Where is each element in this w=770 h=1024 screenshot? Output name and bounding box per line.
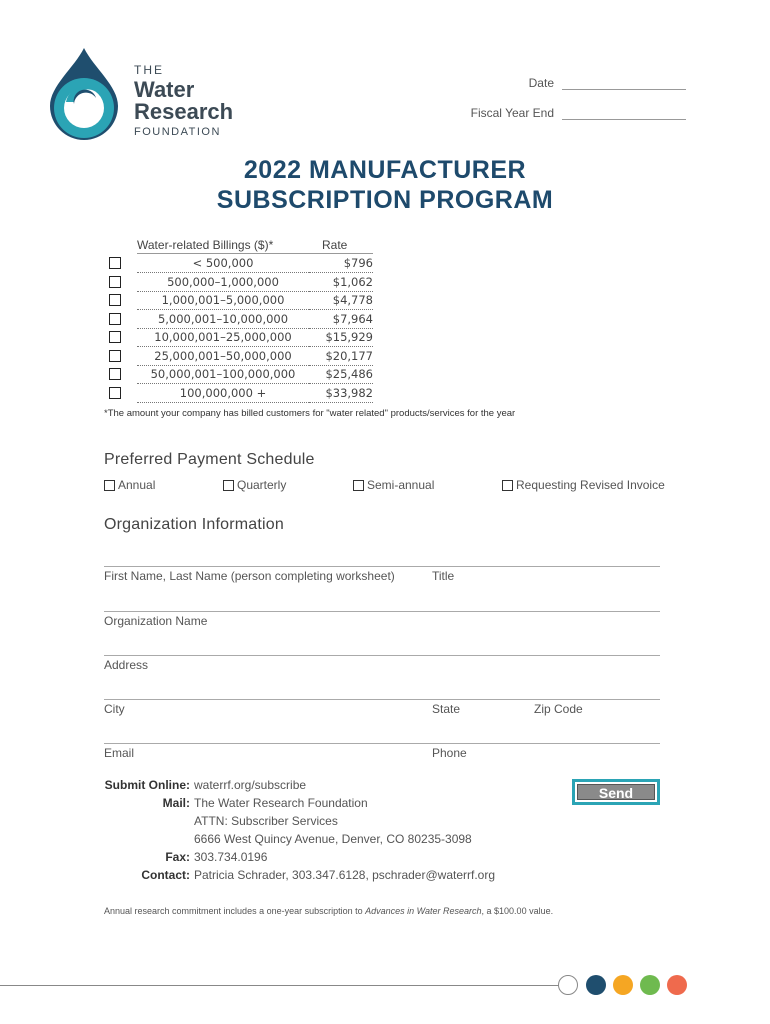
- fiscal-year-end-field[interactable]: [471, 106, 686, 120]
- address-input-line[interactable]: [104, 655, 660, 656]
- note-text-after: , a $100.00 value.: [481, 906, 554, 916]
- name-title-input-line[interactable]: [104, 566, 660, 567]
- mail-line-3: 6666 West Quincy Avenue, Denver, CO 80235-3098: [194, 832, 472, 846]
- submit-online-link[interactable]: waterrf.org/subscribe: [194, 778, 307, 792]
- rate-row[interactable]: [107, 255, 373, 273]
- footer-rule: [0, 985, 560, 986]
- billing-range: 10,000,001–25,000,000: [137, 329, 309, 347]
- payment-option-revised-invoice[interactable]: [502, 478, 665, 492]
- date-label: Date: [528, 76, 554, 90]
- logo-foundation: FOUNDATION: [134, 126, 221, 138]
- rate-amount: $4,778: [309, 292, 373, 310]
- billing-range: < 500,000: [137, 255, 309, 273]
- revised-invoice-label: Requesting Revised Invoice: [516, 478, 665, 492]
- footer-navy-dot: [586, 975, 606, 995]
- name-label: First Name, Last Name (person completing worksheet): [104, 569, 395, 583]
- annual-label: Annual: [118, 478, 156, 492]
- subscription-note: [104, 906, 553, 916]
- billing-range: 100,000,000 +: [137, 385, 309, 403]
- page-title: [0, 155, 770, 215]
- city-state-zip-input-line[interactable]: [104, 699, 660, 700]
- rate-row[interactable]: [107, 385, 373, 403]
- billing-footnote: *The amount your company has billed customers for "water related" products/services for the year: [104, 408, 516, 419]
- organization-name-input-line[interactable]: [104, 611, 660, 612]
- billing-range: 5,000,001–10,000,000: [137, 311, 309, 329]
- title-line-2: SUBSCRIPTION PROGRAM: [216, 186, 554, 214]
- billing-range: 500,000–1,000,000: [137, 274, 309, 292]
- payment-option-quarterly[interactable]: [223, 478, 286, 492]
- footer-orange-dot: [613, 975, 633, 995]
- semiannual-label: Semi-annual: [367, 478, 435, 492]
- logo-water: Water: [134, 77, 195, 102]
- rate-row[interactable]: [107, 348, 373, 366]
- revised-invoice-checkbox[interactable]: [502, 480, 513, 491]
- rate-amount: $33,982: [309, 385, 373, 403]
- note-publication-title: Advances in Water Research: [365, 906, 482, 916]
- phone-label: Phone: [432, 746, 467, 760]
- rate-amount: $15,929: [309, 329, 373, 347]
- rate-row[interactable]: [107, 292, 373, 310]
- annual-checkbox[interactable]: [104, 480, 115, 491]
- rate-amount: $1,062: [309, 274, 373, 292]
- rate-checkbox[interactable]: [109, 368, 121, 380]
- rate-row[interactable]: [107, 311, 373, 329]
- note-text-before: Annual research commitment includes a one-year subscription to: [104, 906, 366, 916]
- rate-amount: $25,486: [309, 366, 373, 384]
- quarterly-checkbox[interactable]: [223, 480, 234, 491]
- rate-amount: $796: [309, 255, 373, 273]
- billing-range: 25,000,001–50,000,000: [137, 348, 309, 366]
- rate-row[interactable]: [107, 329, 373, 347]
- city-label: City: [104, 702, 125, 716]
- logo-the: THE: [134, 63, 164, 77]
- contact-value: Patricia Schrader, 303.347.6128, pschrader@waterrf.org: [194, 868, 496, 882]
- billing-range: 1,000,001–5,000,000: [137, 292, 309, 310]
- email-label: Email: [104, 746, 135, 760]
- payment-option-semiannual[interactable]: [353, 478, 434, 492]
- mail-key: Mail:: [162, 796, 190, 810]
- zip-code-label: Zip Code: [534, 702, 583, 716]
- billings-column-header: Water-related Billings ($)*: [137, 238, 274, 252]
- quarterly-label: Quarterly: [237, 478, 287, 492]
- logo-wordmark: [134, 64, 233, 138]
- mail-line-1: The Water Research Foundation: [194, 796, 368, 810]
- footer-outline-dot: [558, 975, 578, 995]
- rate-checkbox[interactable]: [109, 276, 121, 288]
- rate-amount: $7,964: [309, 311, 373, 329]
- fiscal-year-end-input-line[interactable]: [562, 107, 686, 120]
- payment-option-annual[interactable]: [104, 478, 155, 492]
- rate-checkbox[interactable]: [109, 387, 121, 399]
- rate-checkbox[interactable]: [109, 350, 121, 362]
- send-button[interactable]: [572, 779, 660, 805]
- fax-key: Fax:: [165, 850, 190, 864]
- submit-online-key: Submit Online:: [104, 778, 190, 792]
- email-phone-input-line[interactable]: [104, 743, 660, 744]
- semiannual-checkbox[interactable]: [353, 480, 364, 491]
- rate-checkbox[interactable]: [109, 313, 121, 325]
- fiscal-year-end-label: Fiscal Year End: [470, 106, 554, 120]
- rate-checkbox[interactable]: [109, 257, 121, 269]
- address-label: Address: [104, 658, 149, 672]
- rate-column-header: Rate: [322, 238, 348, 252]
- send-button-label: Send: [577, 784, 655, 800]
- rate-amount: $20,177: [309, 348, 373, 366]
- footer-red-dot: [667, 975, 687, 995]
- water-drop-logo-icon: [44, 46, 124, 144]
- table-header-rule: [137, 253, 373, 254]
- mail-line-2: ATTN: Subscriber Services: [194, 814, 338, 828]
- billing-range: 50,000,001–100,000,000: [137, 366, 309, 384]
- rate-checkbox[interactable]: [109, 331, 121, 343]
- contact-key: Contact:: [141, 868, 190, 882]
- footer-green-dot: [640, 975, 660, 995]
- organization-name-label: Organization Name: [104, 614, 208, 628]
- rate-checkbox[interactable]: [109, 294, 121, 306]
- title-line-1: 2022 MANUFACTURER: [243, 156, 527, 184]
- fax-value: 303.734.0196: [194, 850, 268, 864]
- date-input-line[interactable]: [562, 77, 686, 90]
- logo-research: Research: [134, 99, 234, 124]
- title-label: Title: [432, 569, 455, 583]
- date-field[interactable]: [529, 76, 686, 90]
- state-label: State: [432, 702, 461, 716]
- payment-schedule-heading: Preferred Payment Schedule: [104, 451, 315, 468]
- rate-row[interactable]: [107, 274, 373, 292]
- organization-info-heading: Organization Information: [104, 516, 285, 533]
- rate-row[interactable]: [107, 366, 373, 384]
